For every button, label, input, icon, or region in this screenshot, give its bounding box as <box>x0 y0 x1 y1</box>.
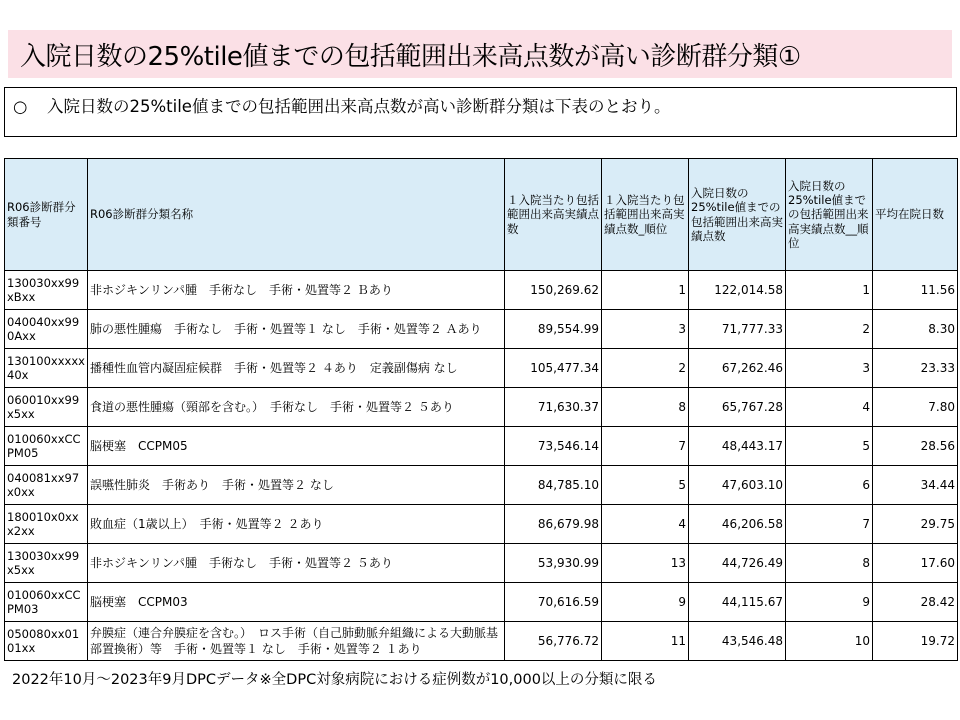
cell-code: 130030xx99x5xx <box>5 544 88 583</box>
header-avg-days: 平均在院日数 <box>873 159 958 271</box>
cell-code: 180010x0xxx2xx <box>5 505 88 544</box>
cell-pct25: 122,014.58 <box>689 271 786 310</box>
cell-pct25-rank: 1 <box>786 271 873 310</box>
cell-total: 56,776.72 <box>505 622 602 661</box>
cell-total-rank: 3 <box>602 310 689 349</box>
table-row <box>5 544 958 583</box>
header-pct25-rank: 入院日数の25%tile値までの包括範囲出来高実績点数__順位 <box>786 159 873 271</box>
cell-total-rank: 2 <box>602 349 689 388</box>
cell-name: 非ホジキンリンパ腫 手術なし 手術・処置等２ Ｂあり <box>88 271 505 310</box>
table-header-row <box>5 159 958 271</box>
cell-total: 150,269.62 <box>505 271 602 310</box>
title-bar <box>8 30 952 78</box>
cell-avg-days: 28.56 <box>873 427 958 466</box>
cell-name: 敗血症（1歳以上） 手術・処置等２ ２あり <box>88 505 505 544</box>
table-row <box>5 388 958 427</box>
footnote: 2022年10月～2023年9月DPCデータ※全DPC対象病院における症例数が10,000以上の分類に限る <box>12 672 657 688</box>
summary-box <box>4 87 957 137</box>
cell-name: 非ホジキンリンパ腫 手術なし 手術・処置等２ ５あり <box>88 544 505 583</box>
cell-avg-days: 28.42 <box>873 583 958 622</box>
cell-pct25-rank: 2 <box>786 310 873 349</box>
cell-pct25-rank: 9 <box>786 583 873 622</box>
cell-name: 播種性血管内凝固症候群 手術・処置等２ ４あり 定義副傷病 なし <box>88 349 505 388</box>
cell-total: 86,679.98 <box>505 505 602 544</box>
cell-total: 70,616.59 <box>505 583 602 622</box>
cell-pct25: 43,546.48 <box>689 622 786 661</box>
cell-total-rank: 1 <box>602 271 689 310</box>
cell-avg-days: 8.30 <box>873 310 958 349</box>
cell-pct25: 47,603.10 <box>689 466 786 505</box>
cell-total-rank: 11 <box>602 622 689 661</box>
cell-code: 050080xx0101xx <box>5 622 88 661</box>
cell-avg-days: 11.56 <box>873 271 958 310</box>
cell-pct25: 44,726.49 <box>689 544 786 583</box>
cell-name: 脳梗塞 CCPM05 <box>88 427 505 466</box>
table-row <box>5 505 958 544</box>
cell-avg-days: 19.72 <box>873 622 958 661</box>
cell-code: 060010xx99x5xx <box>5 388 88 427</box>
cell-name: 弁膜症（連合弁膜症を含む。） ロス手術（自己肺動脈弁組織による大動脈基部置換術）等 手術・処置等１ なし 手術・処置等２ １あり <box>88 622 505 661</box>
cell-pct25-rank: 5 <box>786 427 873 466</box>
cell-pct25: 67,262.46 <box>689 349 786 388</box>
cell-name: 誤嚥性肺炎 手術あり 手術・処置等２ なし <box>88 466 505 505</box>
cell-code: 040040xx990Axx <box>5 310 88 349</box>
table-row <box>5 349 958 388</box>
table-row <box>5 271 958 310</box>
cell-total-rank: 7 <box>602 427 689 466</box>
cell-name: 脳梗塞 CCPM03 <box>88 583 505 622</box>
cell-code: 010060xxCCPM03 <box>5 583 88 622</box>
cell-code: 040081xx97x0xx <box>5 466 88 505</box>
cell-pct25-rank: 3 <box>786 349 873 388</box>
table-row <box>5 310 958 349</box>
cell-name: 食道の悪性腫瘍（頸部を含む。） 手術なし 手術・処置等２ ５あり <box>88 388 505 427</box>
cell-name: 肺の悪性腫瘍 手術なし 手術・処置等１ なし 手術・処置等２ Ａあり <box>88 310 505 349</box>
table-row <box>5 622 958 661</box>
summary-text: 入院日数の25%tile値までの包括範囲出来高点数が高い診断群分類は下表のとおり。 <box>47 97 671 116</box>
cell-total: 84,785.10 <box>505 466 602 505</box>
cell-code: 130030xx99xBxx <box>5 271 88 310</box>
cell-avg-days: 23.33 <box>873 349 958 388</box>
cell-pct25-rank: 6 <box>786 466 873 505</box>
cell-pct25: 46,206.58 <box>689 505 786 544</box>
cell-pct25: 71,777.33 <box>689 310 786 349</box>
cell-pct25-rank: 10 <box>786 622 873 661</box>
cell-pct25: 48,443.17 <box>689 427 786 466</box>
header-pct25: 入院日数の25%tile値までの包括範囲出来高実績点数 <box>689 159 786 271</box>
cell-total: 89,554.99 <box>505 310 602 349</box>
cell-total-rank: 9 <box>602 583 689 622</box>
header-name: R06診断群分類名称 <box>88 159 505 271</box>
dpc-table <box>4 158 958 661</box>
cell-total-rank: 8 <box>602 388 689 427</box>
cell-pct25-rank: 7 <box>786 505 873 544</box>
cell-total-rank: 5 <box>602 466 689 505</box>
cell-pct25-rank: 8 <box>786 544 873 583</box>
cell-total-rank: 13 <box>602 544 689 583</box>
table-row <box>5 583 958 622</box>
table-row <box>5 427 958 466</box>
cell-code: 010060xxCCPM05 <box>5 427 88 466</box>
cell-pct25: 44,115.67 <box>689 583 786 622</box>
cell-total: 105,477.34 <box>505 349 602 388</box>
cell-avg-days: 34.44 <box>873 466 958 505</box>
header-total: １入院当たり包括範囲出来高実績点数 <box>505 159 602 271</box>
cell-avg-days: 17.60 <box>873 544 958 583</box>
cell-total: 73,546.14 <box>505 427 602 466</box>
cell-code: 130100xxxxx40x <box>5 349 88 388</box>
summary-bullet: ○ <box>13 97 28 116</box>
header-total-rank: １入院当たり包括範囲出来高実績点数_順位 <box>602 159 689 271</box>
cell-total: 71,630.37 <box>505 388 602 427</box>
header-code: R06診断群分類番号 <box>5 159 88 271</box>
table-row <box>5 466 958 505</box>
cell-total: 53,930.99 <box>505 544 602 583</box>
cell-pct25-rank: 4 <box>786 388 873 427</box>
cell-total-rank: 4 <box>602 505 689 544</box>
cell-avg-days: 7.80 <box>873 388 958 427</box>
page-title: 入院日数の25%tile値までの包括範囲出来高点数が高い診断群分類① <box>20 41 801 72</box>
cell-avg-days: 29.75 <box>873 505 958 544</box>
cell-pct25: 65,767.28 <box>689 388 786 427</box>
